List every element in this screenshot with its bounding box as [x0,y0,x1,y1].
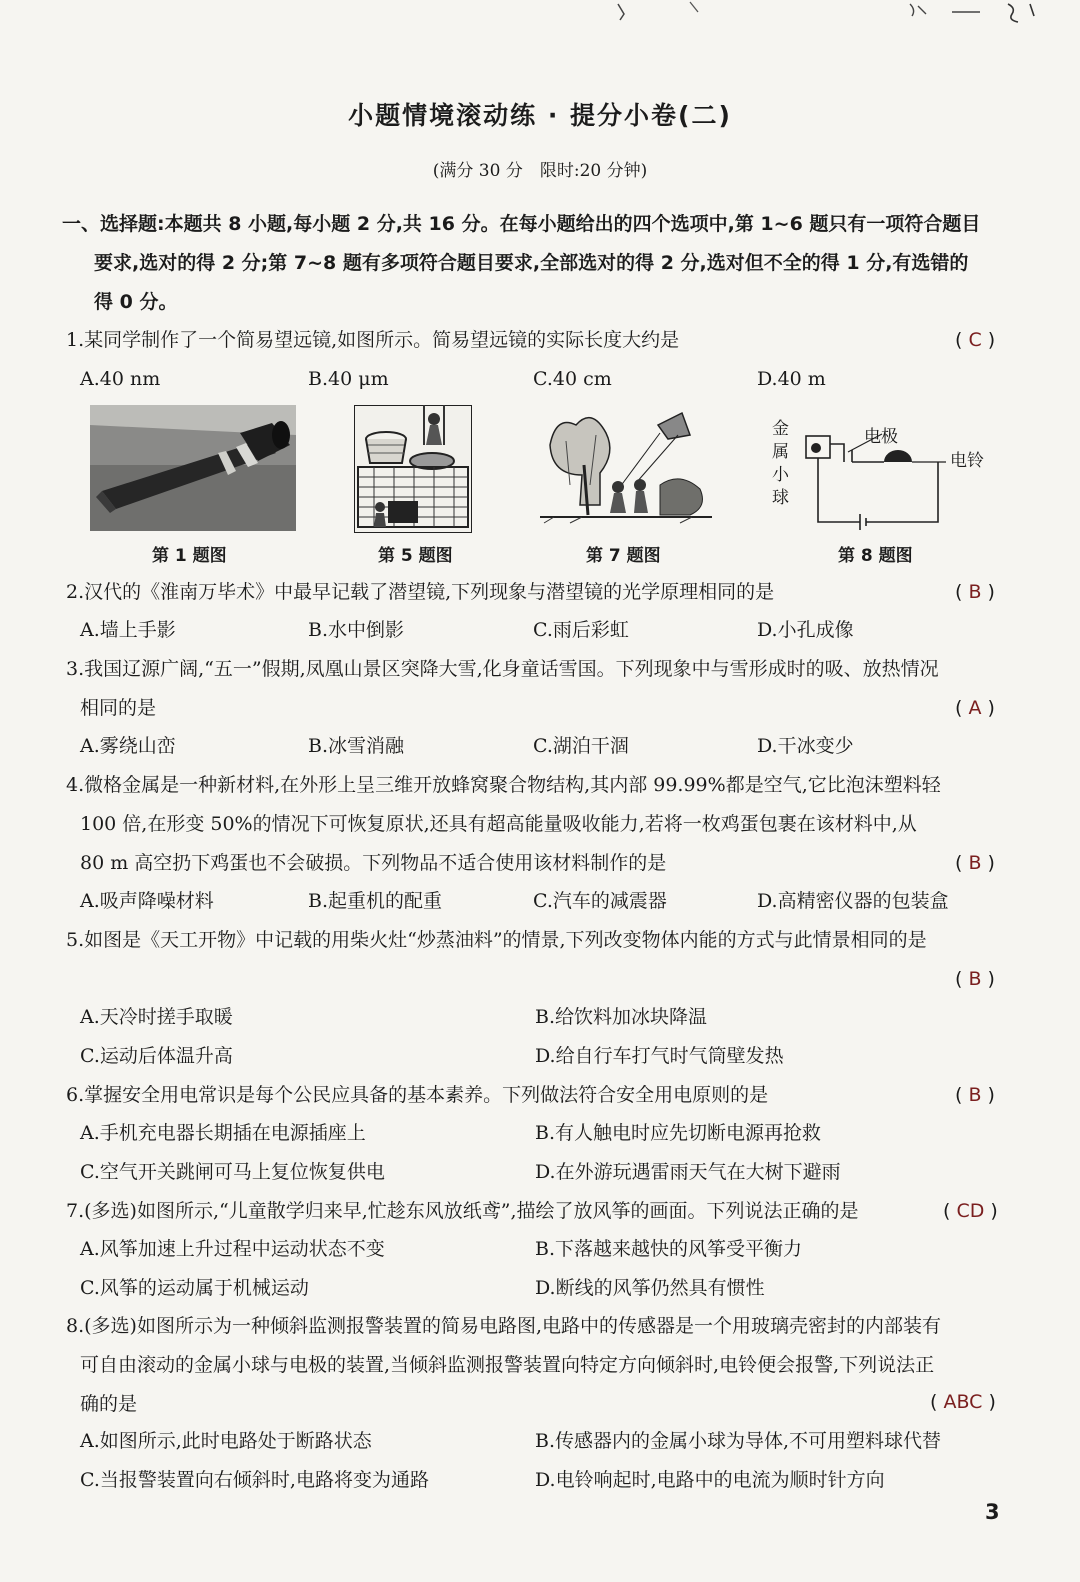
q8-option-b: B.传感器内的金属小球为导体,不可用塑料球代替 [535,1430,942,1452]
q8-stem-line-1: 8.(多选)如图所示为一种倾斜监测报警装置的简易电路图,电路中的传感器是一个用玻璃壳密封的内部装有 [66,1315,941,1337]
q8-option-a: A.如图所示,此时电路处于断路状态 [80,1430,372,1452]
electrode-label: 电极 [864,427,898,447]
q1-answer-value: C [968,329,982,351]
q2-answer-value: B [968,581,982,603]
q6-option-a: A.手机充电器长期插在电源插座上 [80,1122,366,1144]
metal-ball-label: 金 属 小 球 [772,419,789,508]
q6-option-b: B.有人触电时应先切断电源再抢救 [535,1122,822,1144]
q6-answer: ( B ) [955,1084,995,1106]
q4-answer: ( B ) [955,852,995,874]
q1-option-a: A.40 nm [80,368,161,390]
q4-option-d: D.高精密仪器的包装盒 [757,890,949,912]
q8-answer-value: ABC [943,1391,983,1413]
q2-option-b: B.水中倒影 [308,619,405,641]
q1-stem: 1.某同学制作了一个简易望远镜,如图所示。简易望远镜的实际长度大约是 [66,329,680,351]
figure-7-kite-drawing [540,405,712,527]
section-instruction-line-3: 得 0 分。 [94,291,178,313]
page-title: 小题情境滚动练 · 提分小卷(二) [348,101,732,130]
q7-option-d: D.断线的风筝仍然具有惯性 [535,1277,765,1299]
q7-answer-value: CD [956,1200,985,1222]
q7-option-b: B.下落越来越快的风筝受平衡力 [535,1238,803,1260]
q4-stem-line-2: 100 倍,在形变 50%的情况下可恢复原状,还具有超高能量吸收能力,若将一枚鸡蛋包裹在该材料中,从 [80,813,917,835]
figure-5-stove-woodcut [354,405,472,533]
q5-answer: ( B ) [955,968,995,990]
q3-option-a: A.雾绕山峦 [80,735,176,757]
page-subtitle: (满分 30 分 限时:20 分钟) [432,161,648,181]
q5-stem: 5.如图是《天工开物》中记载的用柴火灶“炒蒸油料”的情景,下列改变物体内能的方式与此情景相同的是 [66,929,927,951]
q1-option-b: B.40 μm [308,368,389,390]
q1-option-d: D.40 m [757,368,826,390]
q5-answer-value: B [968,968,982,990]
q4-option-a: A.吸声降噪材料 [80,890,214,912]
q1-option-c: C.40 cm [533,368,612,390]
q3-option-d: D.干冰变少 [757,735,854,757]
q6-answer-value: B [968,1084,982,1106]
q8-stem-line-3: 确的是 [80,1393,138,1415]
q2-option-c: C.雨后彩虹 [533,619,629,641]
q4-answer-value: B [968,852,982,874]
q4-stem-line-3: 80 m 高空扔下鸡蛋也不会破损。下列物品不适合使用该材料制作的是 [80,852,667,874]
page-number: 3 [985,1500,1000,1524]
q5-option-b: B.给饮料加冰块降温 [535,1006,708,1028]
figure-7-caption: 第 7 题图 [586,546,661,566]
q6-stem: 6.掌握安全用电常识是每个公民应具备的基本素养。下列做法符合安全用电原则的是 [66,1084,769,1106]
q3-option-b: B.冰雪消融 [308,735,405,757]
q5-option-a: A.天冷时搓手取暖 [80,1006,233,1028]
q3-option-c: C.湖泊干涸 [533,735,629,757]
q4-option-b: B.起重机的配重 [308,890,443,912]
q3-stem-line-2: 相同的是 [80,697,157,719]
q2-option-d: D.小孔成像 [757,619,854,641]
q7-stem: 7.(多选)如图所示,“儿童散学归来早,忙趁东风放纸鸢”,描绘了放风筝的画面。下列说法正确的是 [66,1200,859,1222]
q4-option-c: C.汽车的减震器 [533,890,667,912]
figure-1-caption: 第 1 题图 [152,546,227,566]
q5-option-d: D.给自行车打气时气筒壁发热 [535,1045,784,1067]
q6-option-c: C.空气开关跳闸可马上复位恢复供电 [80,1161,385,1183]
q8-answer: ( ABC ) [930,1391,996,1413]
q1-answer: ( C ) [955,329,996,351]
q3-answer-value: A [968,697,982,719]
q8-option-c: C.当报警装置向右倾斜时,电路将变为通路 [80,1469,429,1491]
q3-stem-line-1: 3.我国辽源广阔,“五一”假期,凤凰山景区突降大雪,化身童话雪国。下列现象中与雪形成时的吸、放热情况 [66,658,939,680]
figure-8-caption: 第 8 题图 [838,546,913,566]
handwriting-marks [600,0,1070,28]
q6-option-d: D.在外游玩遇雷雨天气在大树下避雨 [535,1161,841,1183]
q2-answer: ( B ) [955,581,995,603]
section-instruction-line-1: 一、选择题:本题共 8 小题,每小题 2 分,共 16 分。在每小题给出的四个选项中,第 1~6 题只有一项符合题目 [62,213,981,235]
q8-stem-line-2: 可自由滚动的金属小球与电极的装置,当倾斜监测报警装置向特定方向倾斜时,电铃便会报警,下列说法正 [80,1354,935,1376]
section-instruction-line-2: 要求,选对的得 2 分;第 7~8 题有多项符合题目要求,全部选对的得 2 分,选对但不全的得 1 分,有选错的 [94,252,969,274]
q7-option-a: A.风筝加速上升过程中运动状态不变 [80,1238,385,1260]
q2-stem: 2.汉代的《淮南万毕术》中最早记载了潜望镜,下列现象与潜望镜的光学原理相同的是 [66,581,775,603]
q8-option-d: D.电铃响起时,电路中的电流为顺时针方向 [535,1469,885,1491]
bell-label: 电铃 [950,451,984,471]
q7-option-c: C.风筝的运动属于机械运动 [80,1277,309,1299]
q7-answer: ( CD ) [943,1200,998,1222]
figure-8-circuit-diagram [772,418,1012,530]
q2-option-a: A.墙上手影 [80,619,176,641]
q3-answer: ( A ) [955,697,995,719]
figure-1-telescope-photo [90,405,296,531]
q4-stem-line-1: 4.微格金属是一种新材料,在外形上呈三维开放蜂窝聚合物结构,其内部 99.99%都是空气,它比泡沫塑料轻 [66,774,941,796]
q5-option-c: C.运动后体温升高 [80,1045,233,1067]
figure-5-caption: 第 5 题图 [378,546,453,566]
